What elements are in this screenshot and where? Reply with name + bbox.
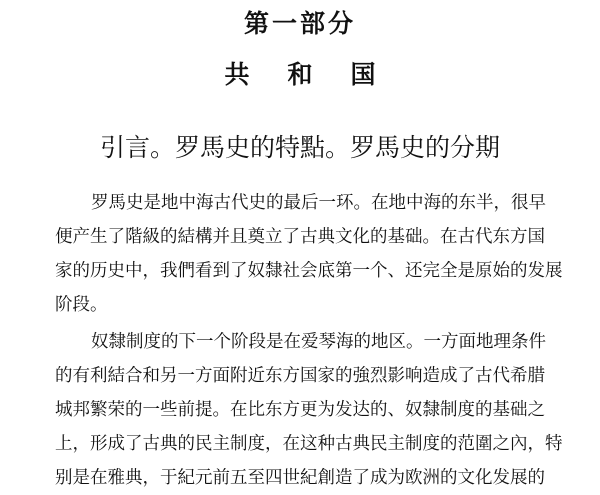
paragraph-line: 奴隸制度的下一个阶段是在爱琴海的地区。一方面地理条件 [91,332,546,352]
section-title: 共和国 [224,60,414,89]
paragraph-1 [55,186,588,322]
paragraph-line: 阶段。 [55,295,108,315]
part-title: 第一部分 [243,9,356,38]
chapter-title: 引言。罗馬史的特點。罗馬史的分期 [99,133,500,162]
paragraph-2 [55,325,588,495]
paragraph-line: 上，形成了古典的民主制度，在这种古典民主制度的范圍之內，特 [55,434,563,454]
paragraph-line: 罗馬史是地中海古代史的最后一环。在地中海的东半，很早 [91,193,546,213]
paragraph-line: 别是在雅典，于紀元前五至四世紀創造了成为欧洲的文化发展的 [55,468,545,488]
paragraph-line: 家的历史中，我們看到了奴隸社会底第一个、还完全是原始的发展 [55,261,563,281]
paragraph-line: 的有利結合和另一方面附近东方国家的強烈影响造成了古代希腊 [55,366,545,386]
paragraph-line: 便产生了階級的結構并且奠立了古典文化的基础。在古代东方国 [55,227,545,247]
paragraph-line: 城邦繁荣的一些前提。在比东方更为发达的、奴隸制度的基础之 [55,400,545,420]
